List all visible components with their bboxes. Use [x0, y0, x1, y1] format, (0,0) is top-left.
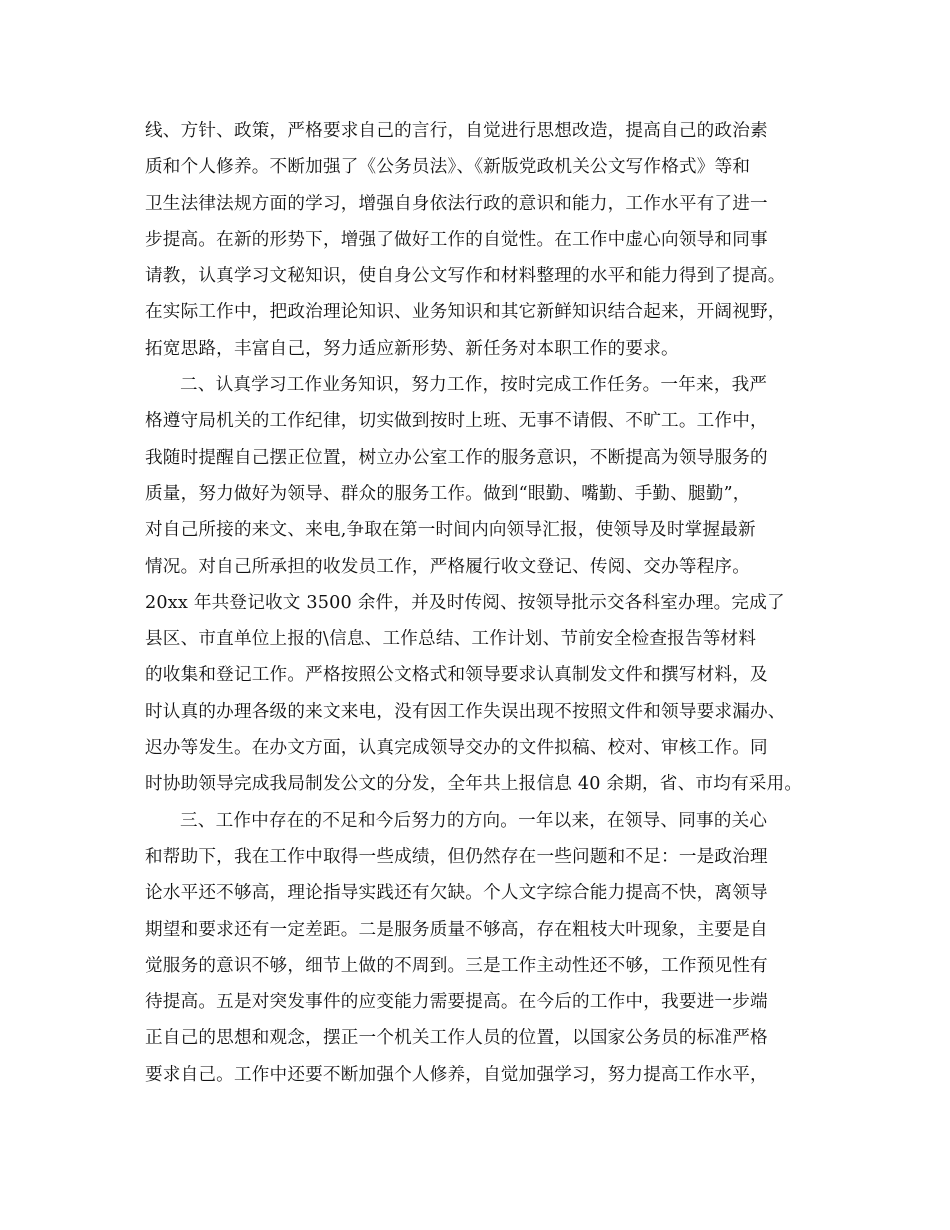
text-line: 觉服务的意识不够，细节上做的不周到。三是工作主动性还不够，工作预见性有 — [145, 955, 768, 976]
paragraph-heading-line: 二、认真学习工作业务知识，努力工作，按时完成工作任务。一年来，我严 — [180, 375, 768, 396]
text-line: 和帮助下，我在工作中取得一些成绩，但仍然存在一些问题和不足：一是政治理 — [145, 846, 768, 867]
text-line: 线、方针、政策，严格要求自己的言行，自觉进行思想改造，提高自己的政治素 — [145, 121, 768, 141]
text-line: 要求自己。工作中还要不断加强个人修养，自觉加强学习，努力提高工作水平， — [145, 1064, 768, 1085]
text-line: 待提高。五是对突发事件的应变能力需要提高。在今后的工作中，我要进一步端 — [145, 992, 768, 1013]
text-line: 正自己的思想和观念，摆正一个机关工作人员的位置，以国家公务员的标准严格 — [145, 1028, 768, 1049]
paragraph-heading-line: 三、工作中存在的不足和今后努力的方向。一年以来，在领导、同事的关心 — [180, 810, 768, 831]
text-line: 请教，认真学习文秘知识，使自身公文写作和材料整理的水平和能力得到了提高。 — [145, 266, 786, 287]
text-line: 20xx 年共登记收文 3500 余件，并及时传阅、按领导批示交各科室办理。完成了 — [145, 592, 785, 613]
text-line: 对自己所接的来文、来电,争取在第一时间内向领导汇报，使领导及时掌握最新 — [145, 520, 756, 541]
text-line: 的收集和登记工作。严格按照公文格式和领导要求认真制发文件和撰写材料，及 — [145, 665, 768, 686]
text-line: 我随时提醒自己摆正位置，树立办公室工作的服务意识，不断提高为领导服务的 — [145, 447, 768, 468]
text-line: 格遵守局机关的工作纪律，切实做到按时上班、无事不请假、不旷工。工作中， — [145, 411, 768, 432]
text-line: 步提高。在新的形势下，增强了做好工作的自觉性。在工作中虚心向领导和同事 — [145, 229, 768, 250]
text-line: 时协助领导完成我局制发公文的分发，全年共上报信息 40 余期，省、市均有采用。 — [145, 774, 803, 795]
text-line: 论水平还不够高，理论指导实践还有欠缺。个人文字综合能力提高不快，离领导 — [145, 883, 768, 904]
text-line: 情况。对自己所承担的收发员工作，严格履行收文登记、传阅、交办等程序。 — [145, 556, 750, 577]
text-line: 卫生法律法规方面的学习，增强自身依法行政的意识和能力，工作水平有了进一 — [145, 193, 768, 214]
text-line: 质和个人修养。不断加强了《公务员法》、《新版党政机关公文写作格式》等和 — [145, 157, 751, 178]
text-line: 在实际工作中，把政治理论知识、业务知识和其它新鲜知识结合起来，开阔视野， — [145, 302, 786, 323]
text-line: 县区、市直单位上报的\信息、工作总结、工作计划、节前安全检查报告等材料 — [145, 629, 757, 650]
text-line: 拓宽思路，丰富自己，努力适应新形势、新任务对本职工作的要求。 — [145, 338, 679, 359]
text-line: 迟办等发生。在办文方面，认真完成领导交办的文件拟稿、校对、审核工作。同 — [145, 738, 768, 759]
text-line: 期望和要求还有一定差距。二是服务质量不够高，存在粗枝大叶现象，主要是自 — [145, 919, 768, 940]
text-line: 质量，努力做好为领导、群众的服务工作。做到“眼勤、嘴勤、手勤、腿勤”， — [145, 483, 751, 504]
document-body — [145, 113, 815, 1093]
text-line: 时认真的办理各级的来文来电，没有因工作失误出现不按照文件和领导要求漏办、 — [145, 701, 786, 722]
